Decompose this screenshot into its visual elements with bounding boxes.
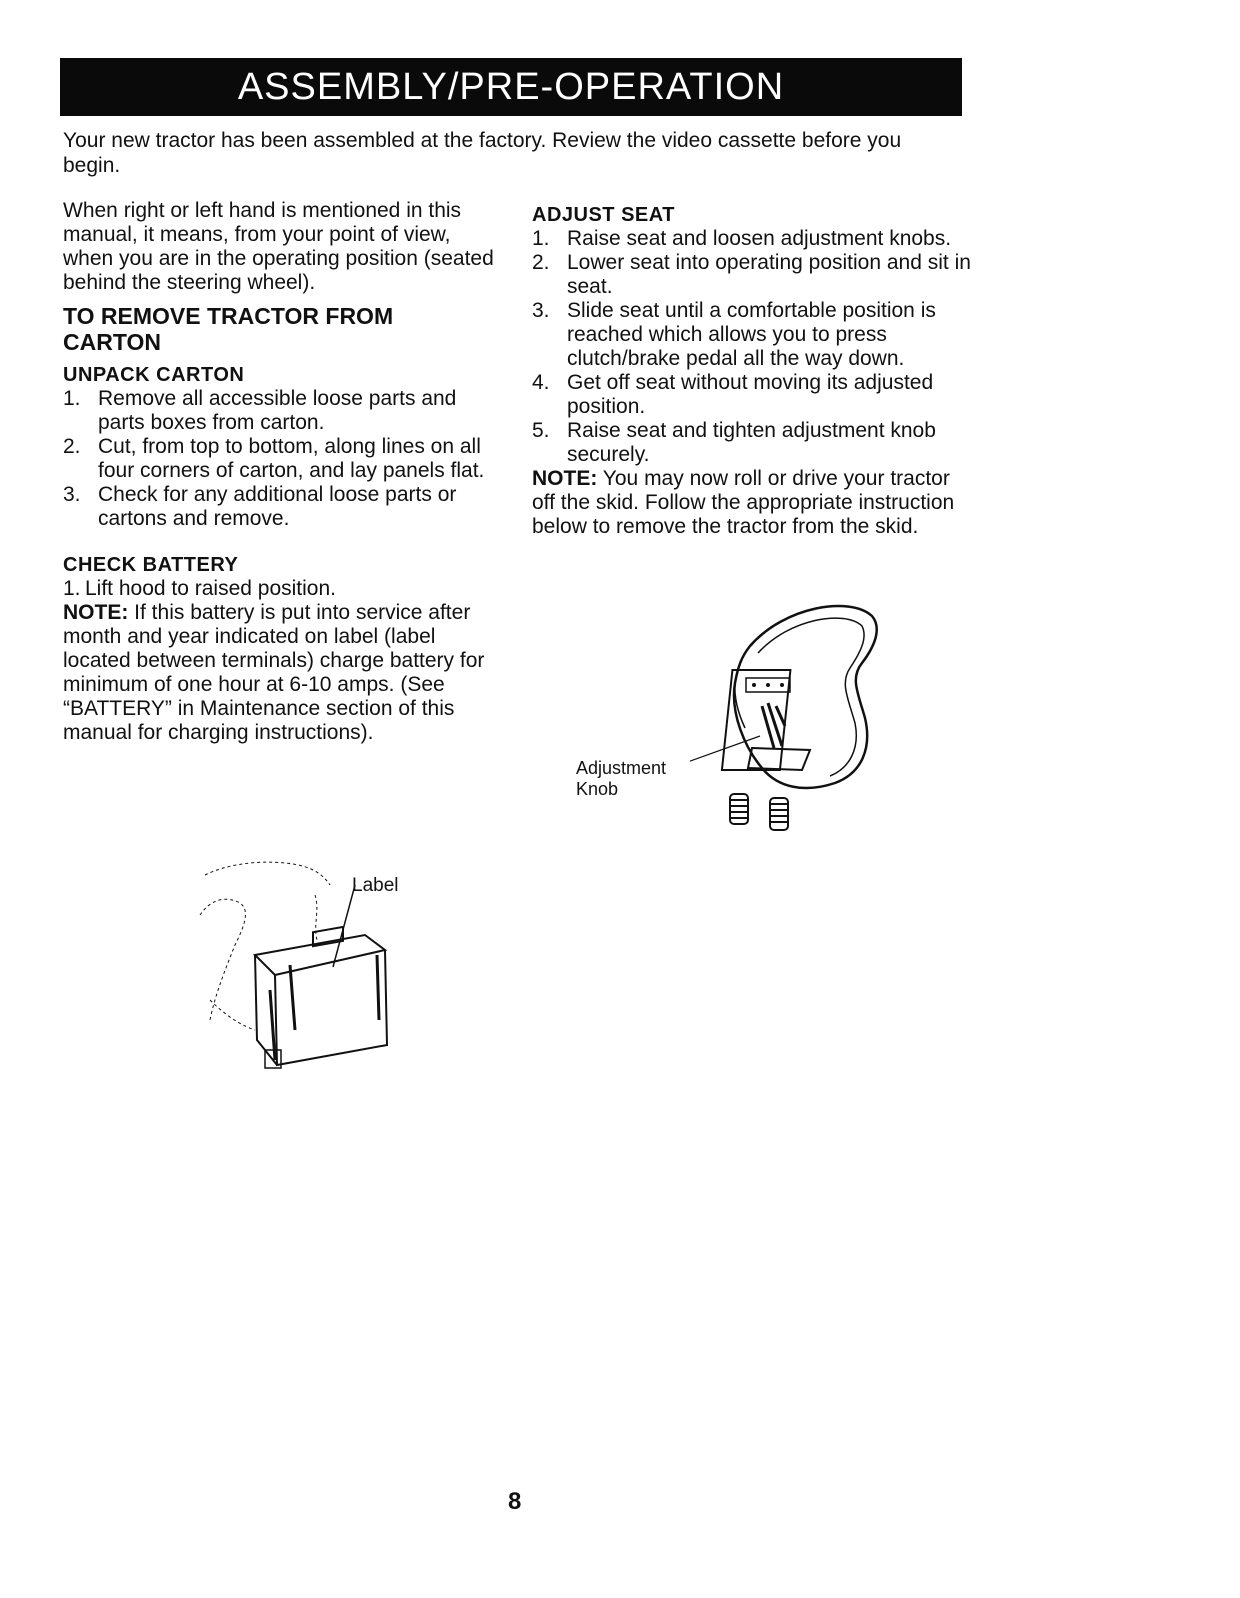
- adjust-seat-heading: ADJUST SEAT: [532, 204, 675, 226]
- battery-note: [63, 601, 503, 745]
- spring-icon: [730, 794, 748, 824]
- list-item: [63, 387, 503, 435]
- seat-illustration: [690, 598, 910, 838]
- step-number: 1.: [532, 227, 550, 250]
- remove-tractor-heading: TO REMOVE TRACTOR FROM CARTON: [63, 303, 394, 355]
- adjustment-knob-label: [576, 758, 666, 800]
- step-text: Lower seat into operating position and sit in seat.: [567, 251, 971, 298]
- seat-steps-list: [532, 227, 972, 467]
- step-text: Get off seat without moving its adjusted position.: [567, 371, 934, 418]
- hand-orientation-paragraph: When right or left hand is mentioned in this manual, it means, from your point of view, when you are in the operating position (seated behind the steering wheel).: [63, 199, 494, 294]
- step-number: 1.: [63, 387, 81, 410]
- label-line-1: Adjustment: [576, 758, 667, 778]
- list-item: [63, 483, 503, 531]
- step-number: 3.: [532, 299, 550, 322]
- list-item: [532, 251, 972, 299]
- unpack-steps-list: [63, 387, 503, 531]
- step-text: Lift hood to raised position.: [85, 577, 336, 600]
- step-text: Slide seat until a comfortable position is reached which allows you to press clutch/brake pedal all the way down.: [567, 299, 936, 370]
- step-number: 3.: [63, 483, 81, 506]
- battery-label-callout: Label: [352, 875, 399, 896]
- list-item: [532, 419, 972, 467]
- note-text: If this battery is put into service after month and year indicated on label (label located between terminals) charge battery for minimum of one hour at 6-10 amps. (See “BATTERY” in Maintenance section of this manual for charging instructions).: [63, 601, 485, 744]
- step-number: 1.: [63, 577, 81, 600]
- page-number: 8: [508, 1488, 522, 1515]
- step-text: Remove all accessible loose parts and parts boxes from carton.: [98, 387, 457, 434]
- unpack-carton-heading: UNPACK CARTON: [63, 364, 245, 386]
- note-label: NOTE:: [532, 467, 598, 490]
- skid-note: [532, 467, 972, 539]
- step-text: Raise seat and loosen adjustment knobs.: [567, 227, 952, 250]
- label-line-2: Knob: [576, 779, 619, 799]
- step-number: 5.: [532, 419, 550, 442]
- list-item: [63, 577, 503, 601]
- list-item: [532, 227, 972, 251]
- battery-steps-list: [63, 577, 503, 601]
- left-column: [63, 199, 503, 745]
- step-text: Raise seat and tighten adjustment knob securely.: [567, 419, 936, 466]
- list-item: [63, 435, 503, 483]
- right-column: [532, 203, 972, 539]
- step-number: 2.: [63, 435, 81, 458]
- step-number: 4.: [532, 371, 550, 394]
- list-item: [532, 371, 972, 419]
- step-text: Check for any additional loose parts or cartons and remove.: [98, 483, 457, 530]
- check-battery-heading: CHECK BATTERY: [63, 554, 239, 576]
- page-title-banner: ASSEMBLY/PRE-OPERATION: [60, 58, 962, 116]
- intro-paragraph: Your new tractor has been assembled at the factory. Review the video cassette before you begin.: [63, 129, 902, 177]
- list-item: [532, 299, 972, 371]
- step-text: Cut, from top to bottom, along lines on all four corners of carton, and lay panels flat.: [98, 435, 485, 482]
- step-number: 2.: [532, 251, 550, 274]
- spring-icon: [770, 798, 788, 830]
- note-label: NOTE:: [63, 601, 129, 624]
- note-text: You may now roll or drive your tractor off the skid. Follow the appropriate instruction below to remove the tractor from the skid.: [532, 467, 955, 538]
